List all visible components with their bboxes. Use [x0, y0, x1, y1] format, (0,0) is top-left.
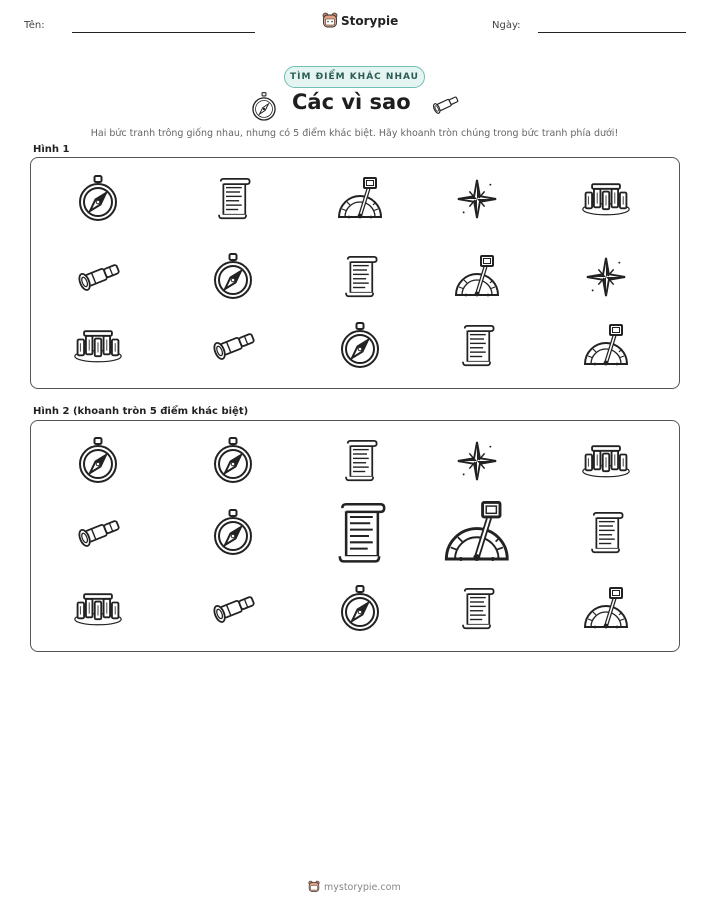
- picture-2-scroll-icon[interactable]: [342, 440, 378, 482]
- picture-1-star-icon: [585, 256, 627, 298]
- picture-2-stonehenge-icon[interactable]: [72, 590, 124, 628]
- picture-2-scroll-icon[interactable]: [459, 588, 495, 630]
- picture-2-scroll-icon[interactable]: [334, 503, 386, 564]
- picture-1-scroll-icon: [215, 178, 251, 220]
- footer: [308, 880, 401, 894]
- instructions-text: Hai bức tranh trông giống nhau, nhưng có 5 điểm khác biệt. Hãy khoanh tròn chúng trong bức tranh phía dưới!: [90, 128, 619, 139]
- picture-1-sextant-icon: [582, 324, 630, 368]
- picture-1-sextant-icon: [453, 255, 501, 299]
- picture-1-stonehenge-icon: [580, 180, 632, 218]
- picture-2-stonehenge-icon[interactable]: [580, 442, 632, 480]
- picture-2-telescope-icon[interactable]: [73, 516, 123, 550]
- page-title: Các vì sao: [292, 90, 411, 114]
- picture-2-sextant-icon[interactable]: [442, 501, 512, 565]
- date-line: [538, 32, 686, 33]
- name-label: Tên:: [24, 20, 45, 31]
- picture-1-compass-icon: [78, 175, 118, 223]
- picture-2-star-icon[interactable]: [456, 440, 498, 482]
- brand-name: Storypie: [341, 14, 399, 28]
- bear-logo-icon: [322, 12, 338, 30]
- footer-site: mystorypie.com: [324, 881, 401, 893]
- picture-2-compass-icon[interactable]: [213, 437, 253, 485]
- picture-2-compass-icon[interactable]: [213, 509, 253, 557]
- picture-1-compass-icon: [340, 322, 380, 370]
- name-line: [72, 32, 255, 33]
- picture-1-telescope-icon: [73, 260, 123, 294]
- picture-1-telescope-icon: [208, 329, 258, 363]
- picture-1-scroll-icon: [459, 325, 495, 367]
- date-label: Ngày:: [492, 20, 521, 31]
- title-telescope-icon: [429, 94, 461, 116]
- picture-2-telescope-icon[interactable]: [208, 592, 258, 626]
- picture-1-scroll-icon: [342, 256, 378, 298]
- picture-2-sextant-icon[interactable]: [582, 587, 630, 631]
- picture-1-star-icon: [456, 178, 498, 220]
- panel-2-label: Hình 2 (khoanh tròn 5 điểm khác biệt): [33, 406, 249, 417]
- picture-1-compass-icon: [213, 253, 253, 301]
- picture-2-compass-icon[interactable]: [78, 437, 118, 485]
- picture-1-stonehenge-icon: [72, 327, 124, 365]
- brand-logo: [322, 12, 398, 30]
- picture-1-sextant-icon: [336, 177, 384, 221]
- picture-2-compass-icon[interactable]: [340, 585, 380, 633]
- title-compass-icon: [251, 92, 277, 122]
- footer-bear-icon: [308, 880, 320, 894]
- picture-2-scroll-icon[interactable]: [588, 512, 624, 554]
- panel-1-label: Hình 1: [33, 144, 70, 155]
- activity-badge: TÌM ĐIỂM KHÁC NHAU: [284, 66, 425, 88]
